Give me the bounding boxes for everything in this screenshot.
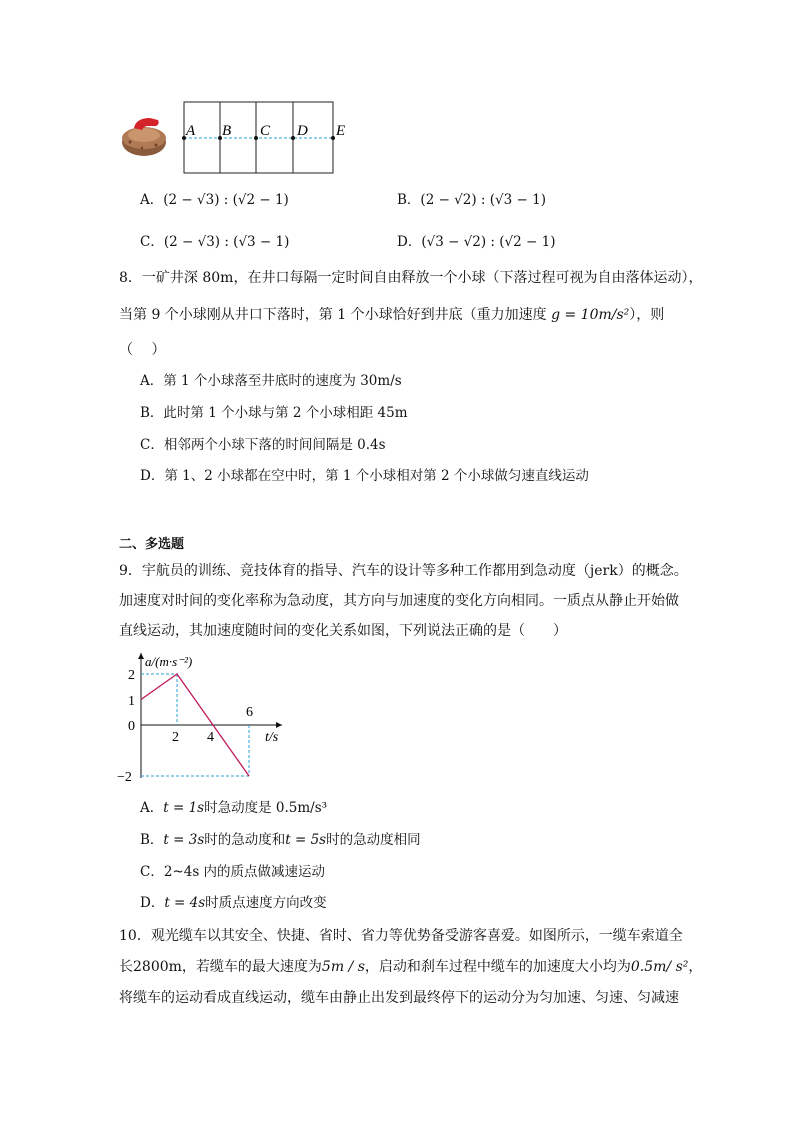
point-label-e: E [336,123,346,139]
y-tick-neg2: −2 [117,770,132,785]
y-tick-0: 0 [128,719,135,734]
q8-option-a[interactable]: A．第 1 个小球落至井底时的速度为 30m/s [140,373,402,389]
q9-option-c[interactable]: C．2~4s 内的质点做减速运动 [140,864,326,880]
section-title: 二、多选题 [119,537,185,552]
q9-option-a[interactable]: A．t = 1s时急动度是 0.5m/s³ [140,800,328,816]
x-axis-label: t/s [265,730,279,745]
q9-line-3: 直线运动，其加速度随时间的变化关系如图，下列说法正确的是（ ） [119,623,567,639]
q8-line-2: 当第 9 个小球刚从井口下落时，第 1 个小球恰好到井底（重力加速度 g = 10m/s²），则 [119,307,665,323]
x-tick-6: 6 [246,705,253,720]
y-tick-1: 1 [128,694,135,709]
point-label-a: A [186,123,196,139]
q7-option-d[interactable]: D．(√3 − √2) : (√2 − 1) [397,234,556,250]
q8-line-1: 8．一矿井深 80m，在井口每隔一定时间自由释放一个小球（下落过程可视为自由落体运动）， [119,270,703,286]
q9-line-1: 9．宇航员的训练、竞技体育的指导、汽车的设计等多种工作都用到急动度（jerk）的概念。 [119,563,688,579]
q7-option-c[interactable]: C．(2 − √3) : (√3 − 1) [140,234,290,250]
q8-option-c[interactable]: C．相邻两个小球下落的时间间隔是 0.4s [140,437,386,453]
q8-option-d[interactable]: D．第 1、2 小球都在空中时，第 1 个小球相对第 2 个小球做匀速直线运动 [140,468,589,484]
acceleration-time-chart [112,648,292,788]
q7-option-a[interactable]: A．(2 − √3) : (√2 − 1) [140,192,289,208]
x-tick-4: 4 [207,730,214,745]
q8-answer-bracket: （ ） [119,342,166,358]
point-label-c: C [260,123,271,139]
q9-option-d[interactable]: D．t = 4s时质点速度方向改变 [140,895,327,911]
x-tick-2: 2 [172,730,179,745]
q10-line-1: 10．观光缆车以其安全、快捷、省时、省力等优势备受游客喜爱。如图所示，一缆车索道全 [119,928,683,944]
y-axis-label: a/(m·s⁻²) [145,654,193,669]
q7-option-b[interactable]: B．(2 − √2) : (√3 − 1) [397,192,546,208]
curling-figure [118,98,358,178]
curling-stone-icon [122,118,166,156]
q8-option-b[interactable]: B．此时第 1 个小球与第 2 个小球相距 45m [140,405,408,421]
q10-line-3: 将缆车的运动看成直线运动，缆车由静止出发到最终停下的运动分为匀加速、匀速、匀减速 [119,990,679,1006]
q9-line-2: 加速度对时间的变化率称为急动度，其方向与加速度的变化方向相同。一质点从静止开始做 [119,593,679,609]
y-tick-2: 2 [128,668,135,683]
point-label-b: B [222,123,232,139]
point-label-d: D [297,123,308,139]
gravity-formula: g = 10m/s² [551,307,630,323]
q9-option-b[interactable]: B．t = 3s时的急动度和t = 5s时的急动度相同 [140,832,421,848]
q10-line-2: 长2800m，若缆车的最大速度为5m / s，启动和刹车过程中缆车的加速度大小均为0.5m/ s²， [119,959,703,975]
